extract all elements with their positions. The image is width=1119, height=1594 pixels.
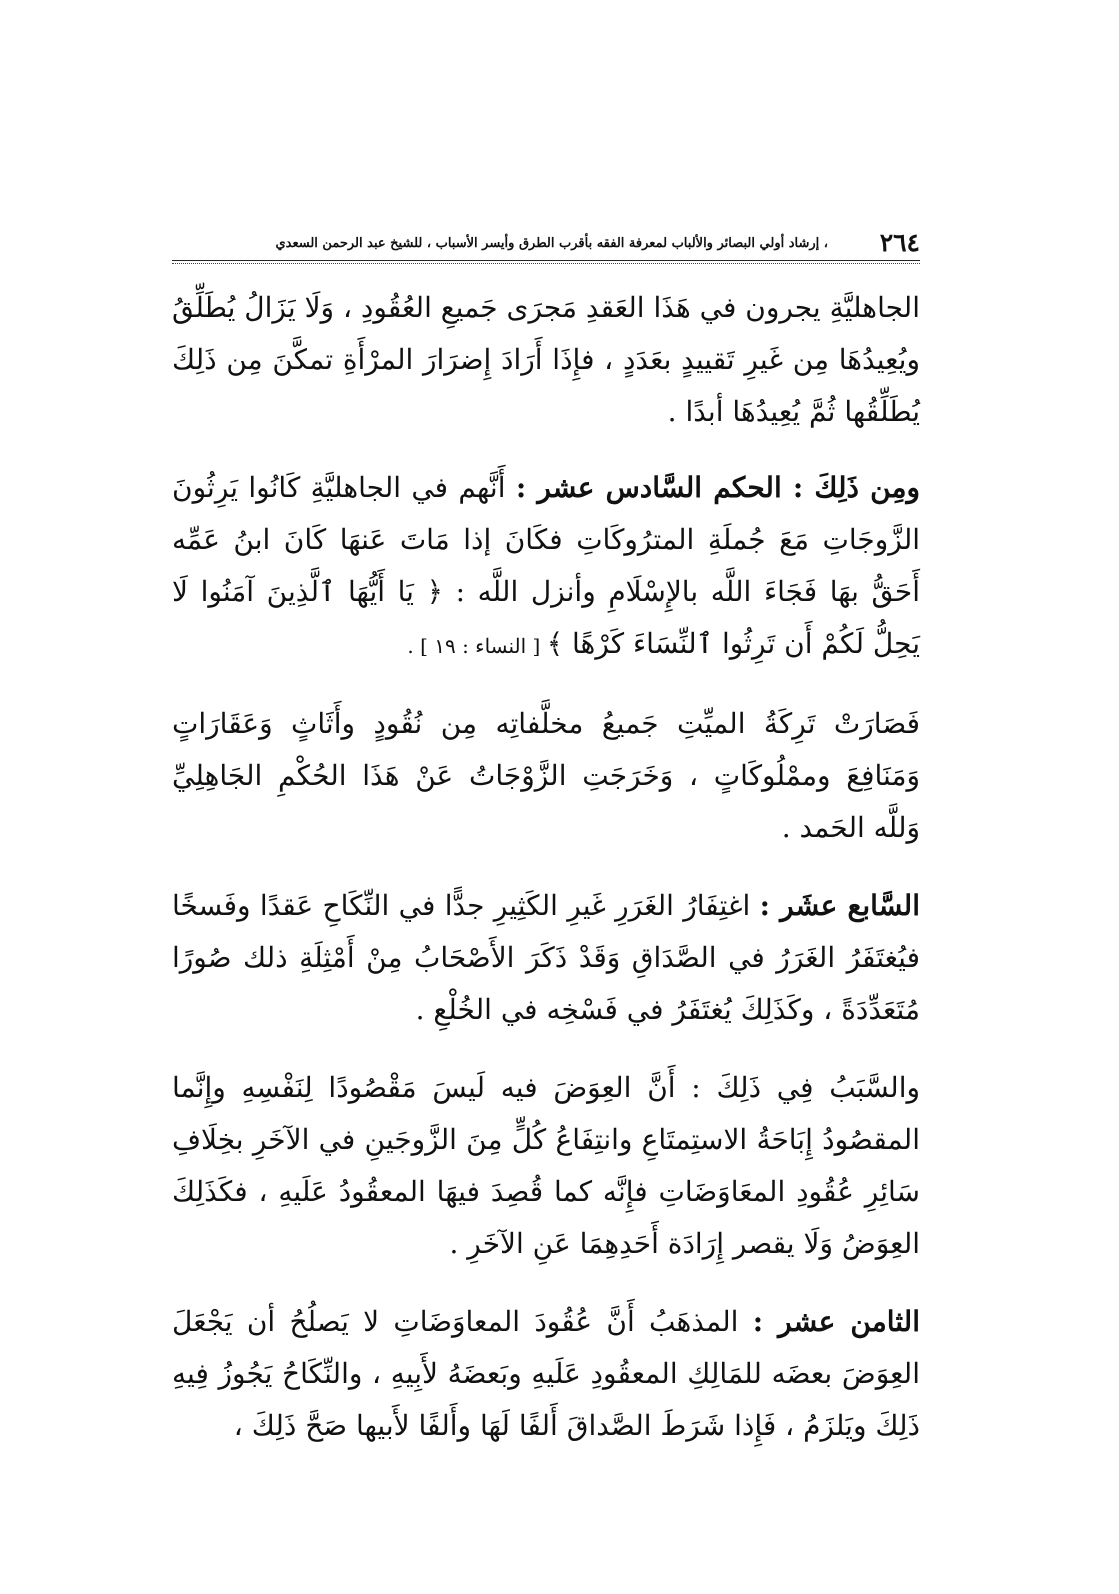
quran-verse: ﴿ يَا أَيُّهَا ٱلَّذِينَ آمَنُوا لَا يَحِلُّ لَكُمْ أَن تَرِثُوا ٱلنِّسَاءَ كَرْهًا ﴾ (172, 575, 920, 660)
paragraph-lead: ومِن ذَلِكَ : الحكم السَّادس عشر : (515, 471, 920, 504)
paragraph-text: فَصَارَتْ تَرِكَةُ الميِّتِ جَميعُ مخلَّفاتِه مِن نُقُودٍ وأَثَاثٍ وَعَقَارَاتٍ وَمَنَافِعَ وممْلُوكَاتٍ ، وَخَرَجَتِ الزَّوْجَاتُ عَنْ هَذَا الحُكْمِ الجَاهِلِيِّ وَللَّه الحَمد . (172, 707, 920, 844)
paragraph-text: الجاهليَّةِ يجرون في هَذَا العَقدِ مَجرَى جَميعِ العُقُودِ ، وَلَا يَزَالُ يُطَلِّقُ ويُعِيدُهَا مِن غَيرِ تَقييدٍ بعَدَدٍ ، فإِذَا أَرَادَ إِضرَارَ المرْأَةِ تمكَّنَ مِن ذَلِكَ يُطَلِّقُها ثُمَّ يُعِيدُهَا أبدًا . (172, 291, 920, 428)
paragraph-6 (172, 1296, 920, 1452)
paragraph-text: والسَّبَبُ فِي ذَلِكَ : أَنَّ العِوَضَ فيه لَيسَ مَقْصُودًا لِنَفْسِهِ وإِنَّما المقصُودُ إِبَاحَةُ الاستِمتَاعِ وانتِفَاعُ كُلٍّ مِنَ الزَّوجَينِ في الآخَرِ بخِلَافِ سَائِرِ عُقُودِ المعَاوَضَاتِ فإِنَّه كما قُصِدَ فيهَا المعقُودُ عَلَيهِ ، فكَذَلِكَ العِوَضُ وَلَا يقصر إِرَادَة أَحَدِهِمَا عَنِ الآخَرِ . (172, 1071, 920, 1260)
paragraph-1 (172, 282, 920, 438)
running-header (172, 226, 920, 262)
text-body (172, 282, 920, 1478)
paragraph-lead: السَّابع عشَر : (759, 889, 920, 922)
paragraph-5 (172, 1062, 920, 1270)
paragraph-3 (172, 698, 920, 854)
paragraph-text: اغتِفَارُ الغَرَرِ غَيرِ الكَثِيرِ جدًّا في النِّكَاحِ عَقدًا وفَسخًا فيُغتَفَرُ الغَرَرُ في الصَّدَاقِ وَقَدْ ذَكَرَ الأَصْحَابُ مِنْ أَمْثِلَةِ ذلك صُورًا مُتَعَدِّدَةً ، وكَذَلِكَ يُغتَفَرُ في فَسْخِه في الخُلْعِ . (172, 889, 920, 1026)
paragraph-text: أَنَّهم في الجاهليَّةِ كَانُوا يَرِثُونَ الزَّوجَاتِ مَعَ جُملَةِ المترُوكَاتِ فكَانَ إذا مَاتَ عَنهَا كَانَ ابنُ عَمِّه أَحَقُّ بهَا فَجَاءَ اللَّه بالإِسْلَامِ وأنزل اللَّه : (172, 471, 920, 608)
paragraph-lead: الثامن عشر : (752, 1305, 920, 1338)
book-title: ، إرشاد أولي البصائر والألباب لمعرفة الفقه بأقرب الطرق وأيسر الأسباب ، للشيخ عبد الرحمن السعدي (275, 236, 828, 251)
page-number: ٢٦٤ (879, 228, 920, 257)
header-divider (172, 260, 920, 264)
verse-reference: [ النساء : ١٩ ] . (407, 634, 547, 658)
paragraph-text: المذهَبُ أَنَّ عُقُودَ المعاوَضَاتِ لا يَصلُحُ أن يَجْعَلَ العِوَضَ بعضَه للمَالِكِ المعقُودِ عَلَيهِ وبَعضَهُ لأَبِيهِ ، والنِّكَاحُ يَجُوزُ فِيهِ ذَلِكَ ويَلزَمُ ، فَإِذا شَرَطَ الصَّداقَ أَلفًا لَهَا وأَلفًا لأَبيها صَحَّ ذَلِكَ ، (172, 1305, 920, 1442)
paragraph-2 (172, 462, 920, 672)
paragraph-4 (172, 880, 920, 1036)
